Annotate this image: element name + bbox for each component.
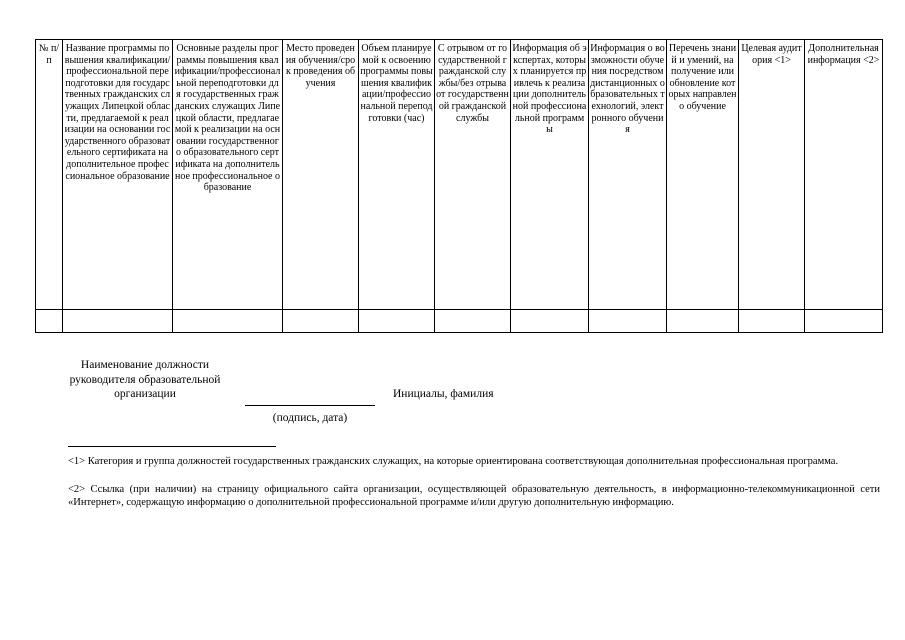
header-study-mode: С отрывом от государственной гражданской службы/без отрыва от государственной гражданской службы	[435, 40, 511, 310]
header-knowledge-skills: Перечень знаний и умений, на получение или обновление которых направлено обучение	[667, 40, 739, 310]
programs-table	[35, 39, 883, 333]
table-cell	[667, 310, 739, 333]
table-cell	[63, 310, 173, 333]
table-cell	[435, 310, 511, 333]
table-cell	[359, 310, 435, 333]
table-cell	[589, 310, 667, 333]
footnote-divider	[68, 446, 276, 447]
header-additional-info: Дополнительная информация <2>	[805, 40, 883, 310]
header-program-sections: Основные разделы программы повышения квалификации/профессиональной переподготовки для государственных гражданских служащих Липецкой области, предлагаемой к реализации на основании государственного образовательного сертификата на дополнительное профессиональное образование	[173, 40, 283, 310]
header-number: № п/п	[36, 40, 63, 310]
signature-caption: (подпись, дата)	[272, 412, 348, 424]
head-position-label: Наименование должности руководителя образовательной организации	[69, 359, 221, 400]
header-program-name: Название программы повышения квалификации/профессиональной переподготовки для государственных гражданских служащих Липецкой области, предлагаемой к реализации на основании государственного образовательного сертификата на дополнительное профессиональное образование	[63, 40, 173, 310]
table-cell	[36, 310, 63, 333]
table-cell	[173, 310, 283, 333]
header-program-hours: Объем планируемой к освоению программы повышения квалификации/профессиональной переподготовки (час)	[359, 40, 435, 310]
footnote-additional-info: <2> Ссылка (при наличии) на страницу официального сайта организации, осуществляющей образовательную деятельность, в информационно-телекоммуникационной сети «Интернет», содержащую информацию о дополнительной профессиональной программе и/или другую дополнительную информацию.	[68, 484, 880, 508]
header-target-audience: Целевая аудитория <1>	[739, 40, 805, 310]
header-experts-info: Информация об экспертах, которых планируется привлечь к реализации дополнительной профессиональной программы	[511, 40, 589, 310]
table-header-row	[36, 40, 883, 310]
table-row	[36, 310, 883, 333]
table-cell	[805, 310, 883, 333]
table-cell	[283, 310, 359, 333]
signature-line	[245, 405, 375, 406]
table-cell	[739, 310, 805, 333]
header-distance-learning: Информация о возможности обучения посредством дистанционных образовательных технологий, электронного обучения	[589, 40, 667, 310]
initials-surname-label: Инициалы, фамилия	[393, 388, 494, 400]
header-location-period: Место проведения обучения/срок проведения обучения	[283, 40, 359, 310]
table-cell	[511, 310, 589, 333]
footnote-target-audience: <1> Категория и группа должностей государственных гражданских служащих, на которые ориентирована соответствующая дополнительная профессиональная программа.	[68, 456, 839, 467]
